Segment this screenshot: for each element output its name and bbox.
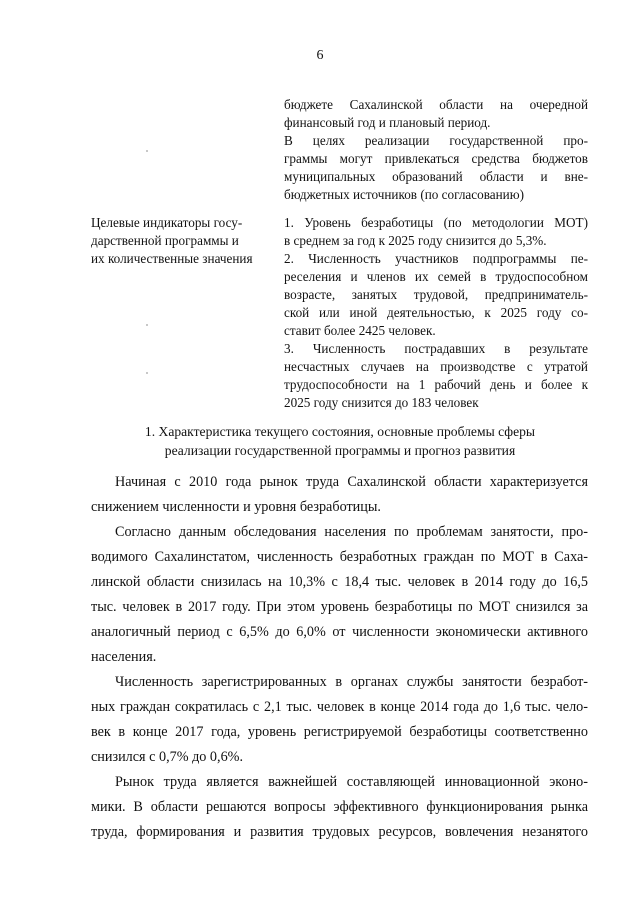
- text-line: снижением численности и уровня безработицы.: [91, 499, 381, 515]
- text-line: 2. Численность участников подпрограммы пе-: [284, 251, 588, 266]
- text-line: бюджетных источников (по согласованию): [284, 187, 524, 202]
- text-line: населения.: [91, 649, 157, 665]
- page-number: 6: [316, 48, 324, 63]
- text-line: век в конце 2017 года, уровень регистрируемой безработицы соответственно: [91, 724, 588, 740]
- text-line: трудоспособности на 1 рабочий день и более к: [284, 377, 588, 392]
- text-line: Целевые индикаторы госу-: [91, 215, 243, 230]
- text-line: Численность зарегистрированных в органах службы занятости безработ-: [115, 674, 588, 690]
- text-line: дарственной программы и: [91, 233, 239, 248]
- text-line: В целях реализации государственной про-: [284, 133, 588, 148]
- text-line: водимого Сахалинстатом, численность безработных граждан по МОТ в Саха-: [91, 549, 588, 565]
- text-line: муниципальных образований области и вне-: [284, 169, 588, 184]
- text-line: мики. В области решаются вопросы эффективного функционирования рынка: [91, 799, 588, 815]
- paragraph-2: [91, 520, 588, 670]
- section-title: [90, 422, 590, 460]
- scan-artifact: [146, 150, 148, 152]
- text-line: Начиная с 2010 года рынок труда Сахалинской области характеризуется: [115, 474, 588, 490]
- text-line: возрасте, занятых трудовой, предприниматель-: [284, 287, 588, 302]
- text-line: в среднем за год к 2025 году снизится до 5,3%.: [284, 233, 547, 248]
- text-line: бюджете Сахалинской области на очередной: [284, 97, 588, 112]
- text-line: реселения и членов их семей в трудоспособном: [284, 269, 588, 284]
- text-line: 3. Численность пострадавших в результате: [284, 341, 588, 356]
- scan-artifact: [146, 372, 148, 374]
- text-line: несчастных случаев на производстве с утратой: [284, 359, 588, 374]
- indicators-label: [91, 214, 281, 268]
- text-line: Рынок труда является важнейшей составляющей инновационной эконо-: [115, 774, 588, 790]
- text-line: снизился с 0,7% до 0,6%.: [91, 749, 244, 765]
- text-line: их количественные значения: [91, 251, 253, 266]
- title-line: реализации государственной программы и прогноз развития: [164, 443, 516, 458]
- text-line: финансовый год и плановый период.: [284, 115, 491, 130]
- text-line: ставит более 2425 человек.: [284, 323, 436, 338]
- paragraph-3: [91, 670, 588, 770]
- funding-cell: [284, 96, 588, 204]
- text-line: 1. Уровень безработицы (по методологии МОТ): [284, 215, 588, 230]
- text-line: 2025 году снизится до 183 человек: [284, 395, 479, 410]
- text-line: труда, формирования и развития трудовых ресурсов, вовлечения незанятого: [91, 824, 588, 840]
- text-line: аналогичный период с 6,5% до 6,0% от численности экономически активного: [91, 624, 588, 640]
- paragraph-1: [91, 470, 588, 520]
- text-line: ской или иной деятельностью, к 2025 году со-: [284, 305, 588, 320]
- title-line: 1. Характеристика текущего состояния, основные проблемы сферы: [144, 424, 536, 439]
- paragraph-4: [91, 770, 588, 845]
- text-line: линской области снизилась на 10,3% с 18,4 тыс. человек в 2014 году до 16,5: [91, 574, 588, 590]
- indicators-values: [284, 214, 588, 412]
- text-line: ных граждан сократилась с 2,1 тыс. человек в конце 2014 года до 1,6 тыс. чело-: [91, 699, 588, 715]
- text-line: Согласно данным обследования населения по проблемам занятости, про-: [115, 524, 588, 540]
- text-line: тыс. человек в 2017 году. При этом уровень безработицы по МОТ снизился за: [91, 599, 588, 615]
- text-line: граммы могут привлекаться средства бюджетов: [284, 151, 588, 166]
- scan-artifact: [146, 324, 148, 326]
